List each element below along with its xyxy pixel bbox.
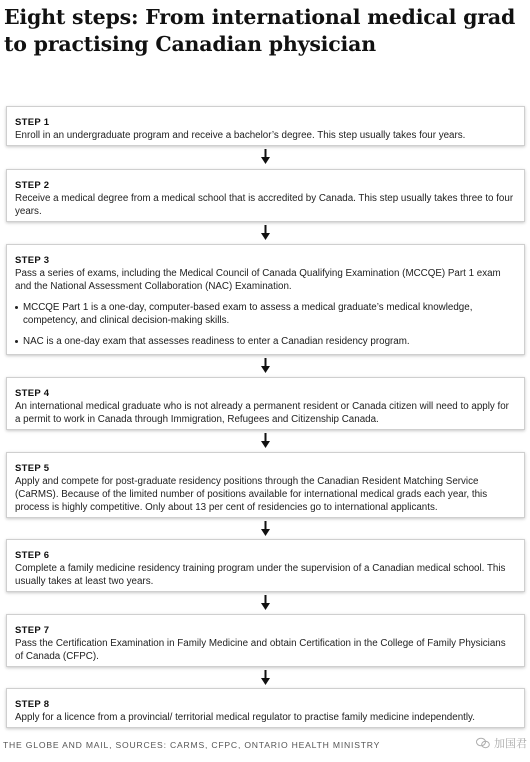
step-7-box [6, 614, 525, 667]
step-label: STEP 5 [15, 463, 50, 474]
down-arrow-icon [260, 595, 271, 610]
down-arrow-icon [260, 521, 271, 536]
down-arrow-icon [260, 433, 271, 448]
step-description: Pass the Certification Examination in Family Medicine and obtain Certification in the College of Family Physicians of Canada (CFPC). [15, 638, 506, 662]
chat-bubble-icon [476, 737, 490, 749]
step-label: STEP 4 [15, 388, 50, 399]
down-arrow-icon [260, 670, 271, 685]
list-item: NAC is a one-day exam that assesses readiness to enter a Canadian residency program. [15, 335, 516, 348]
step-2-box [6, 169, 525, 222]
step-6-box [6, 539, 525, 592]
step-label: STEP 1 [15, 117, 50, 128]
list-item: MCCQE Part 1 is a one-day, computer-based exam to assess a medical graduate’s medical knowledge, competency, and clinical decision-making skills. [15, 301, 516, 327]
step-label: STEP 3 [15, 255, 50, 266]
step-description: Complete a family medicine residency training program under the supervision of a Canadian medical school. This usually takes at least two years. [15, 563, 506, 587]
step-label: STEP 2 [15, 180, 50, 191]
step-description: Receive a medical degree from a medical school that is accredited by Canada. This step usually takes three to four years. [15, 193, 514, 217]
down-arrow-icon [260, 225, 271, 240]
step-1-box [6, 106, 525, 146]
step-label: STEP 7 [15, 625, 50, 636]
page-title: Eight steps: From international medical grad to practising Canadian physician [4, 5, 516, 56]
step-description: An international medical graduate who is not already a permanent resident or Canada citizen will need to apply for a permit to work in Canada through Immigration, Refugees and Citizenship Canada. [15, 401, 509, 425]
step-description: Pass a series of exams, including the Medical Council of Canada Qualifying Examination (MCCQE) Part 1 exam and the National Assessment Collaboration (NAC) Examination. [15, 268, 501, 292]
down-arrow-icon [260, 149, 271, 164]
step-8-box [6, 688, 525, 728]
watermark-text: 加国君 [494, 738, 527, 750]
source-credit: THE GLOBE AND MAIL, SOURCES: CARMS, CFPC, ONTARIO HEALTH MINISTRY [3, 740, 381, 750]
watermark [476, 735, 527, 751]
step-description: Apply for a licence from a provincial/ territorial medical regulator to practise family medicine independently. [15, 712, 475, 723]
step-bullet-list [15, 301, 516, 348]
step-3-box [6, 244, 525, 355]
step-4-box [6, 377, 525, 430]
step-label: STEP 6 [15, 550, 50, 561]
step-5-box [6, 452, 525, 518]
down-arrow-icon [260, 358, 271, 373]
step-label: STEP 8 [15, 699, 50, 710]
step-description: Enroll in an undergraduate program and receive a bachelor’s degree. This step usually takes four years. [15, 130, 466, 141]
step-description: Apply and compete for post-graduate residency positions through the Canadian Resident Matching Service (CaRMS). Because of the limited number of positions available for international medical grads each year, this process is highly competitive. Only about 13 per cent of residencies go to international applicants. [15, 476, 488, 513]
